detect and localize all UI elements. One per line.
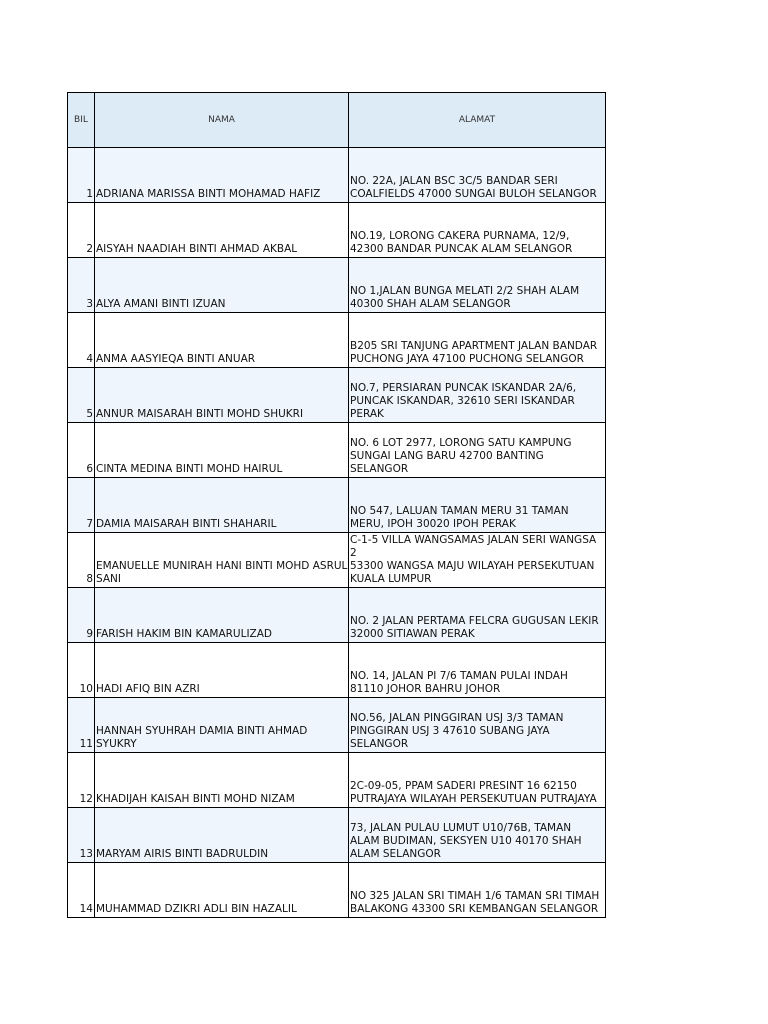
cell-bil: 14 [68, 863, 95, 918]
cell-bil: 11 [68, 698, 95, 753]
table-row [68, 753, 606, 808]
cell-alamat: NO.7, PERSIARAN PUNCAK ISKANDAR 2A/6, PUNCAK ISKANDAR, 32610 SERI ISKANDAR PERAK [349, 368, 606, 423]
cell-alamat: NO. 22A, JALAN BSC 3C/5 BANDAR SERI COALFIELDS 47000 SUNGAI BULOH SELANGOR [349, 148, 606, 203]
table-row [68, 863, 606, 918]
table-row [68, 423, 606, 478]
cell-nama: HANNAH SYUHRAH DAMIA BINTI AHMAD SYUKRY [95, 698, 349, 753]
cell-alamat: B205 SRI TANJUNG APARTMENT JALAN BANDAR PUCHONG JAYA 47100 PUCHONG SELANGOR [349, 313, 606, 368]
cell-alamat: C-1-5 VILLA WANGSAMAS JALAN SERI WANGSA 2 53300 WANGSA MAJU WILAYAH PERSEKUTUAN KUALA LUMPUR [349, 533, 606, 588]
table-row [68, 148, 606, 203]
header-alamat: ALAMAT [349, 93, 606, 148]
cell-nama: AISYAH NAADIAH BINTI AHMAD AKBAL [95, 203, 349, 258]
cell-bil: 13 [68, 808, 95, 863]
header-nama: NAMA [95, 93, 349, 148]
table-row [68, 258, 606, 313]
cell-bil: 6 [68, 423, 95, 478]
cell-bil: 8 [68, 533, 95, 588]
header-bil: BIL [68, 93, 95, 148]
table-row [68, 698, 606, 753]
table-row [68, 203, 606, 258]
table-row [68, 643, 606, 698]
cell-nama: FARISH HAKIM BIN KAMARULIZAD [95, 588, 349, 643]
cell-alamat: 2C-09-05, PPAM SADERI PRESINT 16 62150 PUTRAJAYA WILAYAH PERSEKUTUAN PUTRAJAYA [349, 753, 606, 808]
cell-bil: 9 [68, 588, 95, 643]
cell-bil: 12 [68, 753, 95, 808]
cell-bil: 2 [68, 203, 95, 258]
cell-nama: MUHAMMAD DZIKRI ADLI BIN HAZALIL [95, 863, 349, 918]
cell-nama: KHADIJAH KAISAH BINTI MOHD NIZAM [95, 753, 349, 808]
cell-nama: CINTA MEDINA BINTI MOHD HAIRUL [95, 423, 349, 478]
cell-alamat: NO 1,JALAN BUNGA MELATI 2/2 SHAH ALAM 40300 SHAH ALAM SELANGOR [349, 258, 606, 313]
table-row [68, 368, 606, 423]
cell-alamat: NO. 2 JALAN PERTAMA FELCRA GUGUSAN LEKIR 32000 SITIAWAN PERAK [349, 588, 606, 643]
table-body [68, 148, 606, 918]
cell-alamat: NO 325 JALAN SRI TIMAH 1/6 TAMAN SRI TIMAH BALAKONG 43300 SRI KEMBANGAN SELANGOR [349, 863, 606, 918]
cell-nama: HADI AFIQ BIN AZRI [95, 643, 349, 698]
cell-nama: ALYA AMANI BINTI IZUAN [95, 258, 349, 313]
cell-alamat: NO. 6 LOT 2977, LORONG SATU KAMPUNG SUNGAI LANG BARU 42700 BANTING SELANGOR [349, 423, 606, 478]
cell-alamat: NO. 14, JALAN PI 7/6 TAMAN PULAI INDAH 81110 JOHOR BAHRU JOHOR [349, 643, 606, 698]
cell-nama: DAMIA MAISARAH BINTI SHAHARIL [95, 478, 349, 533]
cell-alamat: 73, JALAN PULAU LUMUT U10/76B, TAMAN ALAM BUDIMAN, SEKSYEN U10 40170 SHAH ALAM SELANGOR [349, 808, 606, 863]
cell-bil: 5 [68, 368, 95, 423]
table-row [68, 313, 606, 368]
student-address-table [67, 92, 606, 918]
cell-bil: 7 [68, 478, 95, 533]
cell-nama: ANMA AASYIEQA BINTI ANUAR [95, 313, 349, 368]
cell-nama: MARYAM AIRIS BINTI BADRULDIN [95, 808, 349, 863]
cell-alamat: NO.56, JALAN PINGGIRAN USJ 3/3 TAMAN PINGGIRAN USJ 3 47610 SUBANG JAYA SELANGOR [349, 698, 606, 753]
table-row [68, 808, 606, 863]
cell-bil: 1 [68, 148, 95, 203]
table-row [68, 588, 606, 643]
cell-alamat: NO.19, LORONG CAKERA PURNAMA, 12/9, 42300 BANDAR PUNCAK ALAM SELANGOR [349, 203, 606, 258]
cell-alamat: NO 547, LALUAN TAMAN MERU 31 TAMAN MERU, IPOH 30020 IPOH PERAK [349, 478, 606, 533]
table-row [68, 533, 606, 588]
cell-bil: 4 [68, 313, 95, 368]
table-row [68, 478, 606, 533]
cell-nama: ADRIANA MARISSA BINTI MOHAMAD HAFIZ [95, 148, 349, 203]
cell-bil: 10 [68, 643, 95, 698]
cell-bil: 3 [68, 258, 95, 313]
cell-nama: EMANUELLE MUNIRAH HANI BINTI MOHD ASRUL SANI [95, 533, 349, 588]
table-header-row [68, 93, 606, 148]
cell-nama: ANNUR MAISARAH BINTI MOHD SHUKRI [95, 368, 349, 423]
